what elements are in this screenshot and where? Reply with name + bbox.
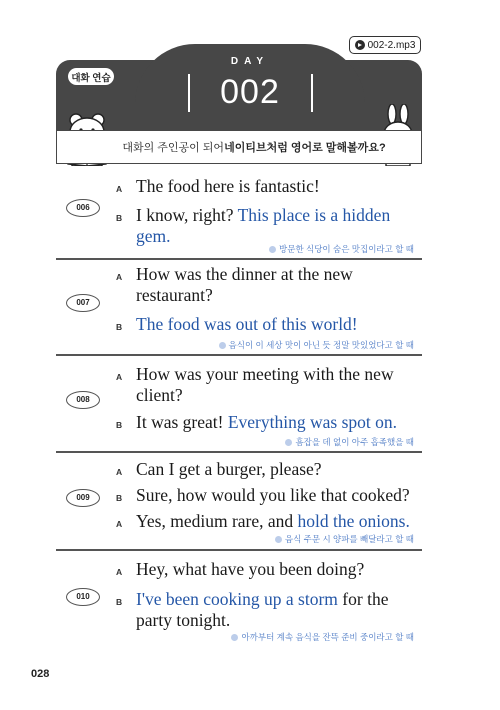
dialogue-number-badge: 009 — [66, 489, 100, 507]
speaker-label: B — [116, 420, 123, 430]
key-expression: Everything was spot on. — [227, 412, 397, 432]
speaker-label: A — [116, 467, 123, 477]
usage-note — [231, 631, 414, 643]
note-bullet-icon — [231, 634, 238, 641]
dialogue-number-badge: 008 — [66, 391, 100, 409]
note-bullet-icon — [219, 342, 226, 349]
day-label: DAY — [230, 56, 270, 67]
dialogue-number-badge: 010 — [66, 588, 100, 606]
play-icon — [355, 40, 365, 50]
speaker-label: A — [116, 519, 123, 529]
key-expression: hold the onions. — [297, 511, 410, 531]
key-expression: The food was out of this world! — [136, 314, 358, 334]
dialogue-line — [116, 485, 422, 506]
speaker-label: B — [116, 493, 123, 503]
line-text: The food here is fantastic! — [136, 176, 320, 196]
dialogue-line — [116, 264, 412, 306]
intro-prompt-text: 대화의 주인공이 되어 — [122, 142, 225, 154]
dialogue-line — [116, 314, 422, 335]
line-text: How was the dinner at the new restaurant? — [136, 264, 353, 305]
note-bullet-icon — [269, 246, 276, 253]
usage-note — [285, 436, 414, 448]
usage-note-text: 방문한 식당이 숨은 맛집이라고 할 때 — [279, 244, 414, 254]
usage-note-text: 음식이 이 세상 맛이 아닌 듯 정말 맛있었다고 할 때 — [228, 340, 414, 350]
speaker-label: A — [116, 567, 123, 577]
usage-note-text: 흠잡을 데 없이 아주 흡족했을 때 — [295, 437, 414, 447]
usage-note — [275, 533, 414, 545]
speaker-label: A — [116, 372, 123, 382]
usage-note-text: 아까부터 계속 음식을 잔뜩 준비 중이라고 할 때 — [241, 632, 414, 642]
line-text: Sure, how would you like that cooked? — [136, 485, 410, 505]
line-text: Yes, medium rare, and — [136, 511, 298, 531]
line-text: It was great! — [136, 412, 228, 432]
dialogue-008 — [56, 356, 422, 452]
dialogue-007 — [56, 260, 422, 356]
usage-note-text: 음식 주문 시 양파를 빼달라고 할 때 — [284, 534, 414, 544]
dialogue-line — [116, 511, 422, 532]
audio-track-button[interactable] — [349, 36, 421, 54]
usage-note — [269, 243, 414, 255]
dialogue-line — [116, 589, 422, 631]
dialogue-line — [116, 205, 422, 247]
key-expression: I've been cooking up a storm — [136, 589, 338, 609]
line-text: I know, right? — [136, 205, 238, 225]
line-text: for the party tonight. — [136, 589, 389, 630]
page-number: 028 — [31, 668, 50, 680]
speaker-label: A — [116, 272, 123, 282]
intro-prompt — [56, 130, 422, 164]
line-text: How was your meeting with the new client? — [136, 364, 394, 405]
audio-track-label: 002-2.mp3 — [367, 39, 416, 51]
dialogue-line — [116, 176, 422, 197]
dialogue-line — [116, 559, 422, 580]
dialogue-line — [116, 459, 422, 480]
speaker-label: B — [116, 322, 123, 332]
dialogue-number-badge: 006 — [66, 199, 100, 217]
dialogue-010 — [56, 551, 422, 647]
key-expression: This place is a hidden gem. — [136, 205, 391, 246]
line-text: Can I get a burger, please? — [136, 459, 322, 479]
dialogue-line — [116, 412, 422, 433]
speaker-label: B — [116, 213, 123, 223]
note-bullet-icon — [275, 536, 282, 543]
dialogue-number-badge: 007 — [66, 294, 100, 312]
dialogue-line — [116, 364, 412, 406]
section-tab-label: 대화 연습 — [68, 68, 114, 85]
note-bullet-icon — [285, 439, 292, 446]
speaker-label: B — [116, 597, 123, 607]
dialogue-006 — [56, 164, 422, 260]
intro-prompt-bold: 네이티브처럼 영어로 말해볼까요? — [224, 142, 386, 154]
speaker-label: A — [116, 184, 123, 194]
line-text: Hey, what have you been doing? — [136, 559, 365, 579]
dialogue-009 — [56, 453, 422, 549]
usage-note — [219, 339, 414, 351]
day-number: 002 — [220, 73, 280, 111]
